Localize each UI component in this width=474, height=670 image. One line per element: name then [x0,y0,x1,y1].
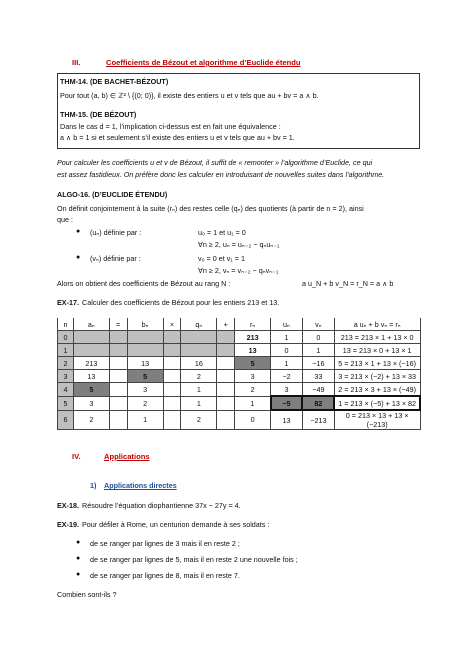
a-cell [73,331,109,344]
ex19-question: Combien sont-ils ? [57,590,117,599]
ex19-label: EX-19. [57,520,79,529]
b-cell: 13 [127,357,163,370]
q-cell: 16 [181,357,217,370]
r-cell: 5 [235,357,271,370]
empty-cell [217,370,235,383]
empty-cell [217,344,235,357]
empty-cell [217,383,235,397]
u-cell: −2 [271,370,303,383]
table-row [58,331,421,344]
b-cell: 2 [127,396,163,410]
n-cell: 3 [58,370,74,383]
v-cell: 33 [302,370,334,383]
v-eq-2: ∀n ≥ 2, vₙ = vₙ₋₂ − qₙvₙ₋₁ [198,266,279,275]
header-cell: × [163,318,181,331]
header-cell: uₙ [271,318,303,331]
r-cell: 3 [235,370,271,383]
header-cell: + [217,318,235,331]
r-cell: 213 [235,331,271,344]
bullet-icon: ● [76,571,81,578]
v-eq-1: v₀ = 0 et v₁ = 1 [198,254,245,263]
a-cell [73,344,109,357]
v-label: (vₙ) définie par : [90,254,141,263]
ex19-bullet: de se ranger par lignes de 3 mais il en reste 2 ; [90,539,240,548]
n-cell: 0 [58,331,74,344]
u-eq-1: u₀ = 1 et u₁ = 0 [198,228,246,237]
empty-cell [109,370,127,383]
ex18-label: EX-18. [57,501,79,510]
section-number: IV. [72,452,81,461]
thm15-text-1: Dans le cas d = 1, l’implication ci-dessus est en fait une équivalence : [60,122,281,131]
q-cell: 1 [181,396,217,410]
table-row [58,370,421,383]
header-cell: n [58,318,74,331]
table-row [58,383,421,397]
u-eq-2: ∀n ≥ 2, uₙ = uₙ₋₂ − qₙuₙ₋₁ [198,240,280,249]
b-cell: 1 [127,410,163,430]
ex17-label: EX-17. [57,298,79,307]
u-cell: −5 [271,396,303,410]
ex17-text: Calculer des coefficients de Bézout pour les entiers 213 et 13. [82,298,280,307]
eq-cell: 5 = 213 × 1 + 13 × (−16) [334,357,420,370]
q-cell [181,331,217,344]
header-cell: aₙ [73,318,109,331]
v-cell: 0 [302,331,334,344]
u-cell: 3 [271,383,303,397]
n-cell: 5 [58,396,74,410]
table-row [58,410,421,430]
algo16-line-1: On définit conjointement à la suite (rₙ) des restes celle (qₙ) des quotients (à partir de n = 2), ainsi [57,204,364,213]
q-cell [181,344,217,357]
b-cell [127,331,163,344]
eq-cell: 3 = 213 × (−2) + 13 × 33 [334,370,420,383]
r-cell: 13 [235,344,271,357]
n-cell: 1 [58,344,74,357]
section-number: III. [72,58,81,67]
empty-cell [217,396,235,410]
table-row [58,396,421,410]
header-cell: a uₙ + b vₙ = rₙ [334,318,420,331]
bullet-icon: ● [76,254,81,261]
table-row [58,344,421,357]
table-header-row [58,318,421,331]
header-cell: qₙ [181,318,217,331]
n-cell: 6 [58,410,74,430]
v-cell: 82 [302,396,334,410]
a-cell: 3 [73,396,109,410]
u-cell: 1 [271,331,303,344]
algo16-title: ALGO-16. (D’EUCLIDE ÉTENDU) [57,190,168,199]
empty-cell [163,331,181,344]
empty-cell [109,410,127,430]
thm15-title: THM-15. (DE BÉZOUT) [60,110,137,119]
bullet-icon: ● [76,539,81,546]
eq-cell: 2 = 213 × 3 + 13 × (−49) [334,383,420,397]
empty-cell [217,357,235,370]
empty-cell [109,396,127,410]
empty-cell [109,357,127,370]
ex19-bullet: de se ranger par lignes de 5, mais il en reste 2 une nouvelle fois ; [90,555,298,564]
algo16-conclusion: Alors on obtient des coefficients de Bézout au rang N : [57,279,231,288]
eq-cell: 13 = 213 × 0 + 13 × 1 [334,344,420,357]
thm15-text-2: a ∧ b = 1 si et seulement s’il existe des entiers u et v tels que au + bv = 1. [60,133,295,142]
empty-cell [163,344,181,357]
b-cell: 3 [127,383,163,397]
empty-cell [163,370,181,383]
subsection-title: Applications directes [104,481,177,490]
empty-cell [217,410,235,430]
r-cell: 0 [235,410,271,430]
v-cell: −213 [302,410,334,430]
a-cell: 5 [73,383,109,397]
v-cell: 1 [302,344,334,357]
empty-cell [217,331,235,344]
intro-line-1: Pour calculer les coefficients u et v de Bézout, il suffit de « remonter » l’algorithme d’Euclide, ce qui [57,158,373,167]
u-cell: 1 [271,357,303,370]
header-cell: vₙ [302,318,334,331]
empty-cell [109,383,127,397]
empty-cell [109,344,127,357]
v-cell: −16 [302,357,334,370]
thm14-text: Pour tout (a, b) ∈ ℤ² \ {(0; 0)}, il existe des entiers u et v tels que au + bv = a ∧ b. [60,91,319,100]
ex19-text: Pour défiler à Rome, un centurion demande à ses soldats : [82,520,270,529]
u-label: (uₙ) définie par : [90,228,142,237]
section-title: Applications [104,452,150,461]
eq-cell: 0 = 213 × 13 + 13 × (−213) [334,410,420,430]
empty-cell [109,331,127,344]
header-cell: = [109,318,127,331]
a-cell: 2 [73,410,109,430]
eq-cell: 213 = 213 × 1 + 13 × 0 [334,331,420,344]
eq-cell: 1 = 213 × (−5) + 13 × 82 [334,396,420,410]
b-cell: 5 [127,370,163,383]
ex18-text: Résoudre l’équation diophantienne 37x − 27y = 4. [82,501,241,510]
header-cell: rₙ [235,318,271,331]
a-cell: 13 [73,370,109,383]
ex19-bullet: de se ranger par lignes de 8, mais il en reste 7. [90,571,240,580]
q-cell: 2 [181,410,217,430]
q-cell: 2 [181,370,217,383]
n-cell: 2 [58,357,74,370]
algo16-line-2: que : [57,215,73,224]
empty-cell [163,410,181,430]
r-cell: 2 [235,383,271,397]
subsection-number: 1) [90,481,97,490]
v-cell: −49 [302,383,334,397]
thm14-title: THM-14. (DE BACHET-BÉZOUT) [60,77,169,86]
r-cell: 1 [235,396,271,410]
a-cell: 213 [73,357,109,370]
u-cell: 0 [271,344,303,357]
empty-cell [163,396,181,410]
q-cell: 1 [181,383,217,397]
empty-cell [163,357,181,370]
u-cell: 13 [271,410,303,430]
n-cell: 4 [58,383,74,397]
empty-cell [163,383,181,397]
intro-line-2: est assez fastidieux. On préfère donc les calculer en introduisant de nouvelles suites dans l’algorithme. [57,170,385,179]
bullet-icon: ● [76,555,81,562]
section-title: Coefficients de Bézout et algorithme d’Euclide étendu [106,58,301,67]
bullet-icon: ● [76,228,81,235]
header-cell: bₙ [127,318,163,331]
algo16-conclusion-eq: a u_N + b v_N = r_N = a ∧ b [302,279,394,288]
euclid-table [57,318,421,430]
b-cell [127,344,163,357]
table-row [58,357,421,370]
